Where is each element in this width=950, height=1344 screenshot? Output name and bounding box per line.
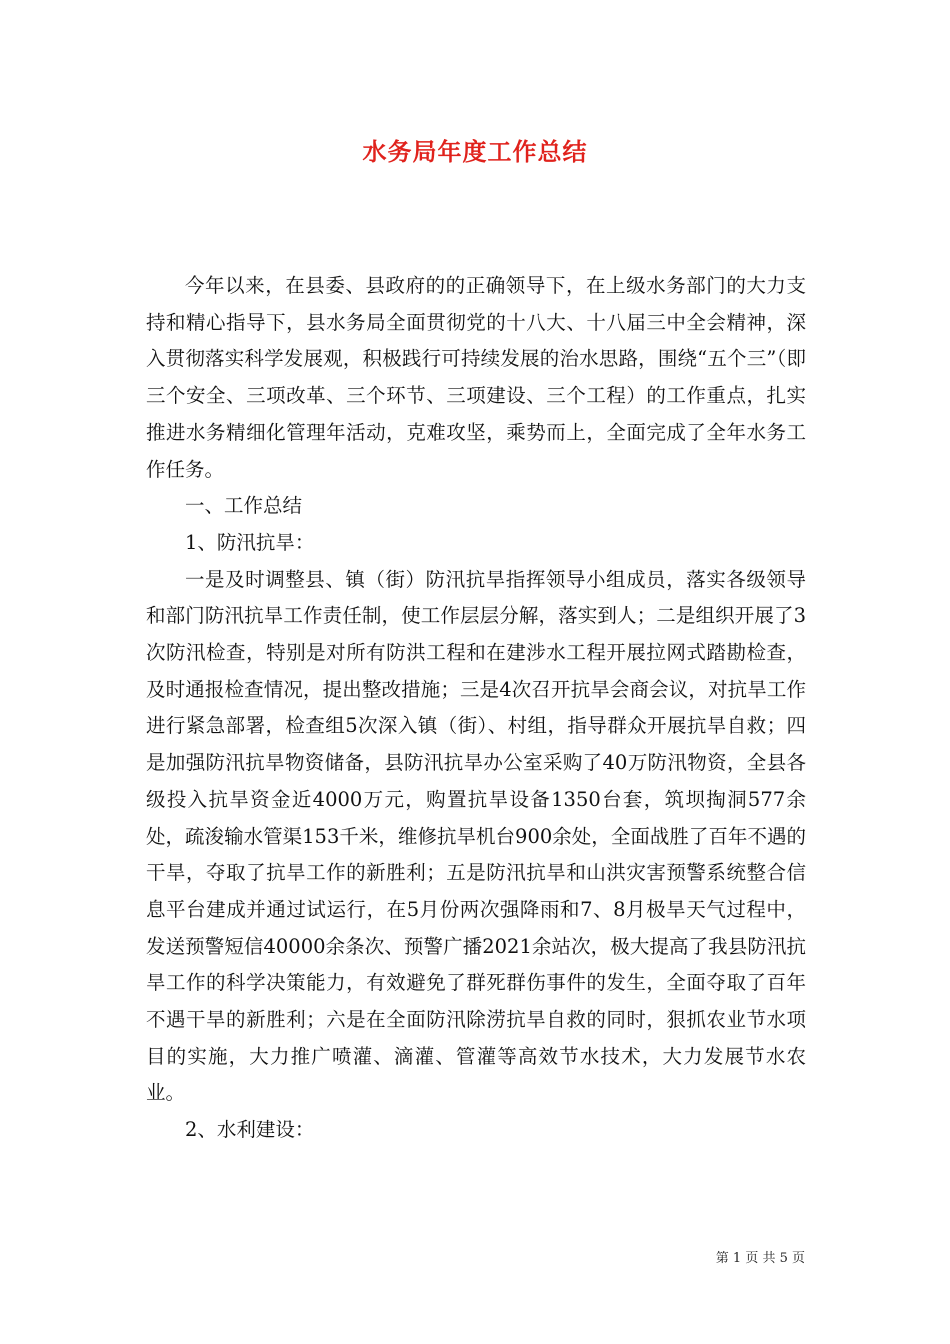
intro-paragraph: 今年以来，在县委、县政府的的正确领导下，在上级水务部门的大力支持和精心指导下，县水务局全面贯彻党的十八大、十八届三中全会精神，深入贯彻落实科学发展观，积极践行可持续发展的治水思路，围绕“五个三”（即三个安全、三项改革、三个环节、三项建设、三个工程）的工作重点，扎实推进水务精细化管理年活动，克难攻坚，乘势而上，全面完成了全年水务工作任务。 — [146, 274, 806, 481]
flood-drought-paragraph: 一是及时调整县、镇（街）防汛抗旱指挥领导小组成员，落实各级领导和部门防汛抗旱工作责任制，使工作层层分解，落实到人；二是组织开展了3次防汛检查，特别是对所有防洪工程和在建涉水工程开展拉网式踏勘检查，及时通报检查情况，提出整改措施；三是4次召开抗旱会商会议，对抗旱工作进行紧急部署，检查组5次深入镇（街）、村组，指导群众开展抗旱自救；四是加强防汛抗旱物资储备，县防汛抗旱办公室采购了40万防汛物资，全县各级投入抗旱资金近4000万元，购置抗旱设备1350台套，筑坝掏洞577余处，疏浚输水管渠153千米，维修抗旱机台900余处，全面战胜了百年不遇的干旱，夺取了抗旱工作的新胜利；五是防汛抗旱和山洪灾害预警系统整合信息平台建成并通过试运行，在5月份两次强降雨和7、8月极旱天气过程中，发送预警短信40000余条次、预警广播2021余站次，极大提高了我县防汛抗旱工作的科学决策能力，有效避免了群死群伤事件的发生，全面夺取了百年不遇干旱的新胜利；六是在全面防汛除涝抗旱自救的同时，狠抓农业节水项目的实施，大力推广喷灌、滴灌、管灌等高效节水技术，大力发展节水农业。 — [146, 567, 806, 1105]
section-heading-work-summary: 一、工作总结 — [185, 494, 303, 518]
document-body — [146, 268, 806, 1149]
subsection-heading-water-construction: 2、水利建设： — [185, 1118, 315, 1142]
page-number-footer: 第 1 页 共 5 页 — [715, 1251, 805, 1266]
subsection-heading-flood-drought: 1、防汛抗旱： — [185, 530, 315, 554]
document-title: 水务局年度工作总结 — [362, 137, 588, 166]
